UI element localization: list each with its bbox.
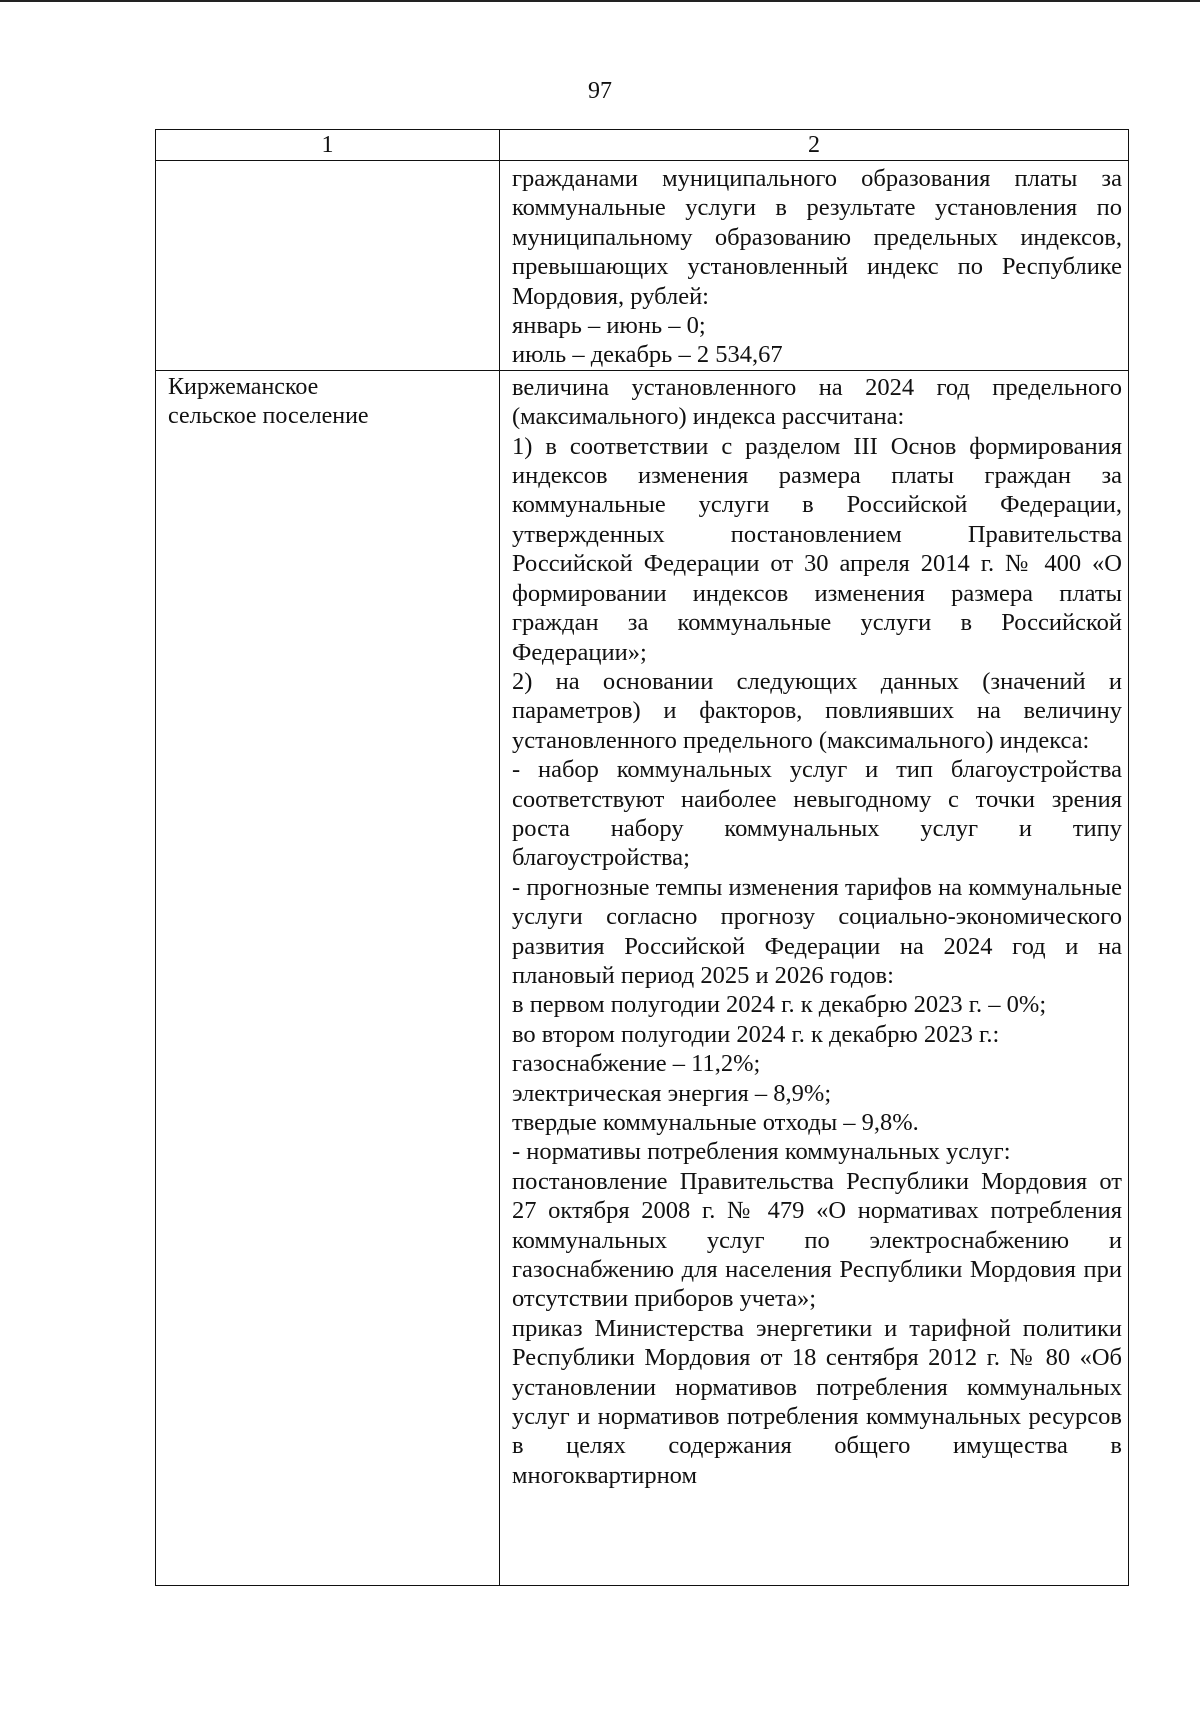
row-main-col2 [500, 370, 1129, 1585]
index-intro-paragraph: величина установленного на 2024 год предельного (максимального) индекса рассчитана: [512, 373, 1122, 431]
order-80-paragraph: приказ Министерства энергетики и тарифной политики Республики Мордовия от 18 сентября 2012 г. № 80 «Об установлении нормативов потребления коммунальных услуг и нормативов потребления коммунальных ресурсов в целях содержания общего имущества в многоквартирном [512, 1314, 1122, 1489]
electricity-line: электрическая энергия – 8,9%; [512, 1079, 832, 1107]
tariff-forecast-paragraph: - прогнозные темпы изменения тарифов на коммунальные услуги согласно прогнозу социально-экономического развития Российской Федерации на 2024 год и на плановый период 2025 и 2026 годов: [512, 873, 1122, 989]
resolution-479-paragraph: постановление Правительства Республики Мордовия от 27 октября 2008 г. № 479 «О нормативах потребления коммунальных услуг по электроснабжению и газоснабжению для населения Республики Мордовия при отсутствии приборов учета»; [512, 1167, 1122, 1313]
settlement-name-line-2: сельское поселение [168, 403, 369, 430]
document-table [155, 129, 1129, 1586]
settlement-name-line-1: Киржеманское [168, 373, 319, 400]
continued-line-jan-jun: январь – июнь – 0; [512, 312, 706, 340]
item-1-paragraph: 1) в соответствии с разделом III Основ формирования индексов изменения размера платы граждан за коммунальные услуги в Российской Федерации, утвержденных постановлением Правительства Российской Федерации от 30 апреля 2014 г. № 400 «О формировании индексов изменения размера платы граждан за коммунальные услуги в Российской Федерации»; [512, 432, 1122, 666]
gas-supply-line: газоснабжение – 11,2%; [512, 1050, 761, 1078]
table-row-kirzhemanskoe [156, 370, 1129, 1585]
continued-line-jul-dec: июль – декабрь – 2 534,67 [512, 341, 783, 369]
row-main-col2-text [500, 371, 1128, 1492]
norms-heading-line: - нормативы потребления коммунальных услуг: [512, 1138, 1011, 1166]
row-main-col1 [156, 370, 500, 1585]
table-row-continued [156, 161, 1129, 371]
services-set-paragraph: - набор коммунальных услуг и тип благоустройства соответствуют наиболее невыгодному с точки зрения роста набору коммунальных услуг и типу благоустройства; [512, 756, 1122, 872]
column-header-2: 2 [500, 130, 1129, 161]
table-header-row [156, 130, 1129, 161]
continued-paragraph: гражданами муниципального образования платы за коммунальные услуги в результате установления по муниципальному образованию предельных индексов, превышающих установленный индекс по Республике Мордовия, рублей: [512, 165, 1122, 310]
first-half-line: в первом полугодии 2024 г. к декабрю 2023 г. – 0%; [512, 991, 1047, 1019]
page-top-edge-line [0, 0, 1200, 2]
row-continued-col1 [156, 161, 500, 371]
item-2-paragraph: 2) на основании следующих данных (значений и параметров) и факторов, повлиявших на величину установленного предельного (максимального) индекса: [512, 667, 1122, 754]
solid-waste-line: твердые коммунальные отходы – 9,8%. [512, 1109, 919, 1136]
settlement-name [156, 371, 499, 432]
row-continued-col2-text [500, 161, 1128, 370]
second-half-line: во втором полугодии 2024 г. к декабрю 2023 г.: [512, 1020, 1000, 1048]
row-continued-col2 [500, 161, 1129, 371]
column-header-1: 1 [156, 130, 500, 161]
row-continued-col1-text [156, 161, 499, 163]
page-number: 97 [588, 78, 612, 104]
